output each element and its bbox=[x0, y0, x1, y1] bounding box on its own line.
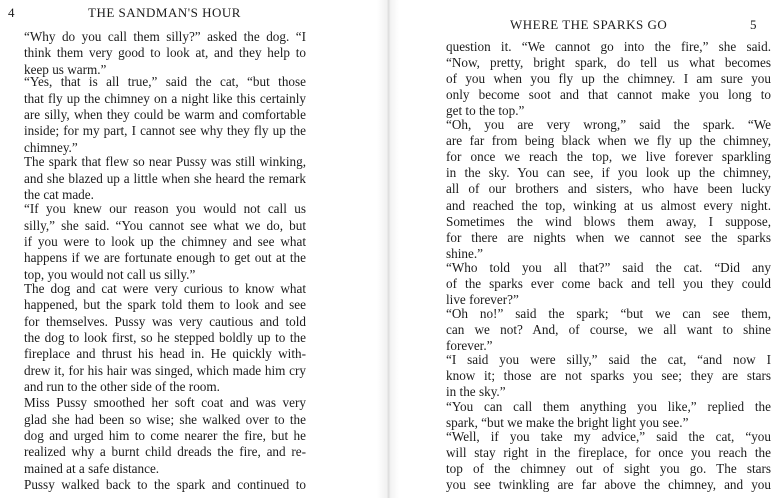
text-line: glad she had been so wise; she walked over to the bbox=[24, 411, 306, 427]
text-line: the cat made. bbox=[24, 186, 94, 202]
text-line: shine.” bbox=[446, 245, 483, 261]
text-line: “Well, if you take my advice,” said the cat, “you bbox=[446, 428, 771, 444]
text-line: top, you would not call us silly.” bbox=[24, 266, 196, 282]
text-line: think them very good to look at, and they help to bbox=[24, 45, 306, 61]
text-line: question it. “We cannot go into the fire,” she said. bbox=[446, 39, 771, 54]
text-line: live forever?” bbox=[446, 291, 519, 307]
text-line: inside; for my part, I cannot see why they fly up the bbox=[24, 123, 306, 139]
text-line: happens if we are fortunate enough to get out at the bbox=[24, 250, 306, 266]
text-line: “Who told you all that?” said the cat. “Did any bbox=[446, 259, 771, 275]
text-line: will stay right in the fireplace, for once you reach the bbox=[446, 445, 771, 460]
text-line: only become soot and that cannot make you long to bbox=[446, 87, 771, 103]
page-number-left: 4 bbox=[8, 5, 15, 20]
text-line: are far from being black when we fly up the chimney, bbox=[446, 133, 771, 149]
text-line: The spark that flew so near Pussy was still winking, bbox=[24, 154, 306, 170]
text-line: of the sparks ever come back and tell you they could bbox=[446, 275, 771, 291]
text-line: “Oh no!” said the spark; “but we can see them, bbox=[446, 306, 771, 322]
text-line: for there are nights when we cannot see the sparks bbox=[446, 229, 771, 245]
text-line: “If you knew our reason you would not call us bbox=[24, 201, 306, 217]
text-line: mained at a safe distance. bbox=[24, 460, 160, 476]
text-line: can we not? And, of course, we all want to shine bbox=[446, 322, 771, 338]
text-line: that fly up the chimney on a night like this certainly bbox=[24, 90, 306, 106]
text-line: all of our brothers and sisters, who have been lucky bbox=[446, 181, 771, 197]
text-line: drew it, for his hair was singed, which made him cry bbox=[24, 362, 306, 378]
text-line: realized why a burnt child dreads the fire, and re- bbox=[24, 444, 306, 460]
text-line: fireplace and thrust his head in. He quickly with- bbox=[24, 346, 306, 362]
text-line: “You can call them anything you like,” replied the bbox=[446, 398, 771, 414]
text-line: for once we reach the top, we live forever sparkling bbox=[446, 149, 771, 165]
text-line: “Oh, you are very wrong,” said the spark. “We bbox=[446, 117, 771, 133]
text-line: the dog to look first, so he stepped boldly up to the bbox=[24, 330, 306, 346]
text-line: and reached the top, winking at us almost every night. bbox=[446, 197, 771, 213]
text-line: silly,” she said. “You cannot see what we do, but bbox=[24, 217, 306, 233]
text-line: Sometimes the wind blows them away, I suppose, bbox=[446, 213, 771, 229]
running-head-left: THE SANDMAN'S HOUR bbox=[88, 5, 241, 20]
text-line: know it; those are not sparks you see; they are stars bbox=[446, 368, 771, 384]
text-line: of you when you fly up the chimney. I am sure you bbox=[446, 71, 771, 86]
text-line: in the sky.” bbox=[446, 384, 506, 400]
right-page bbox=[386, 0, 772, 498]
text-line: spark, “but we make the bright light you see.” bbox=[446, 414, 689, 430]
text-line: Miss Pussy smoothed her soft coat and was very bbox=[24, 395, 306, 411]
text-line: are silly, when they could be warm and comfortable bbox=[24, 107, 306, 122]
text-line: happened, but the spark told them to look and see bbox=[24, 297, 306, 313]
text-line: “Now, pretty, bright spark, do tell us what becomes bbox=[446, 55, 771, 70]
text-line: and she blazed up a little when she heard the remark bbox=[24, 170, 306, 186]
text-line: “Why do you call them silly?” asked the dog. “I bbox=[24, 29, 306, 44]
text-line: forever.” bbox=[446, 338, 493, 354]
text-line: top of the chimney out of sight you go. The stars bbox=[446, 461, 771, 476]
text-line: “I said you were silly,” said the cat, “and now I bbox=[446, 352, 771, 368]
text-line: if you were to look up the chimney and see what bbox=[24, 234, 306, 249]
text-line: you see twinkling are far above the chimney, and you bbox=[446, 477, 771, 492]
text-line: “Yes, that is all true,” said the cat, “but those bbox=[24, 74, 306, 90]
text-line: in the sky. You can see, if you look up the chimney, bbox=[446, 165, 771, 181]
text-line: keep us warm.” bbox=[24, 61, 107, 77]
text-line: and run to the other side of the room. bbox=[24, 379, 220, 395]
text-line: The dog and cat were very curious to know what bbox=[24, 281, 306, 297]
text-line: dog and urged him to come nearer the fire, but he bbox=[24, 428, 306, 443]
text-line: for themselves. Pussy was very cautious and told bbox=[24, 313, 306, 329]
text-line: chimney.” bbox=[24, 139, 78, 155]
running-head-right: WHERE THE SPARKS GO bbox=[510, 17, 668, 32]
page-number-right: 5 bbox=[750, 17, 757, 32]
text-line: get to the top.” bbox=[446, 103, 525, 119]
text-line: Pussy walked back to the spark and continued to bbox=[24, 477, 306, 492]
